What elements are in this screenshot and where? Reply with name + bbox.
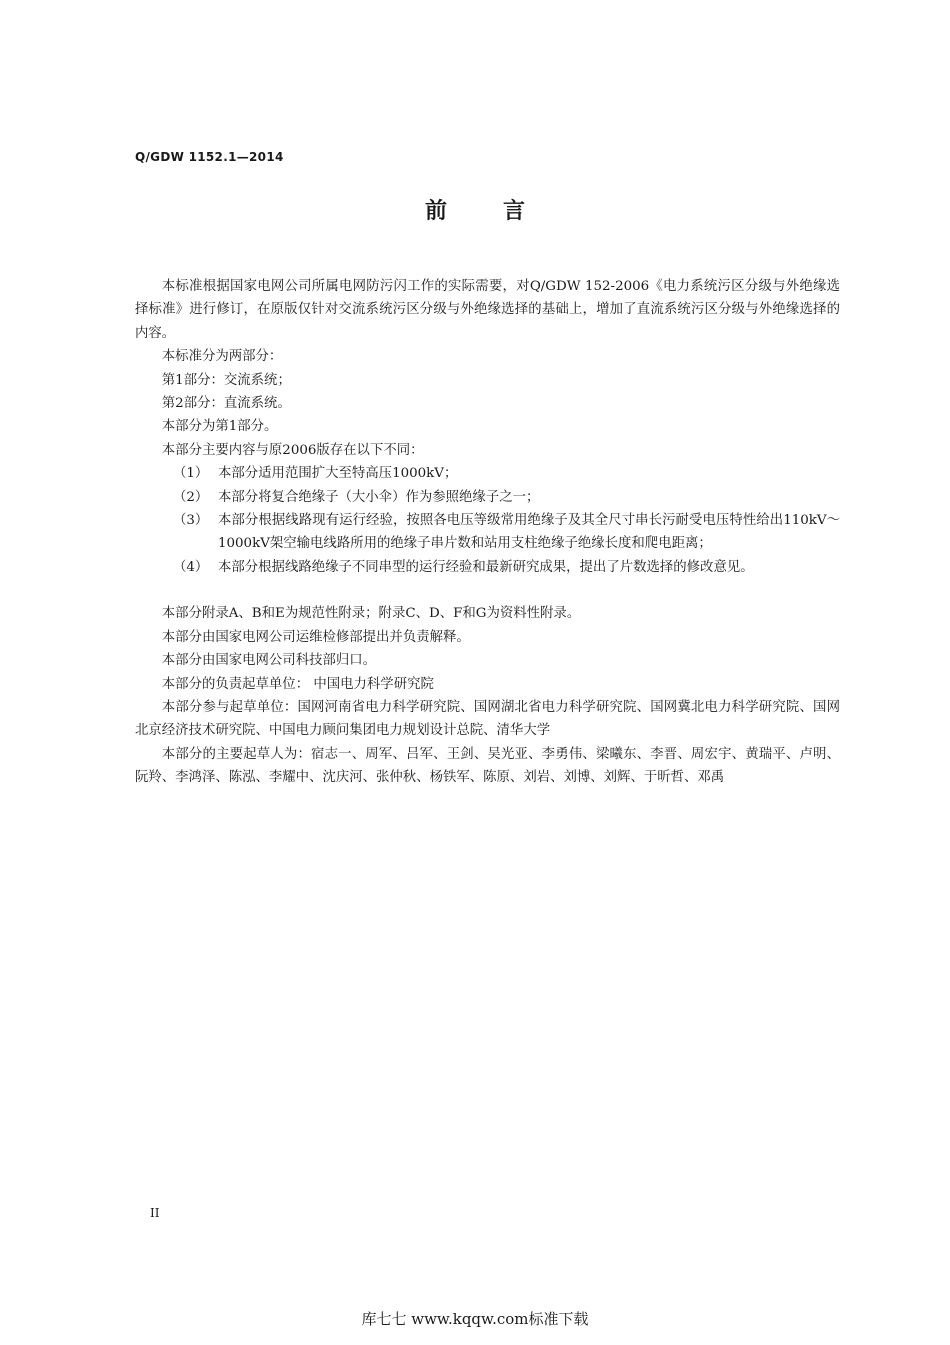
difference-text: 本部分根据线路绝缘子不同串型的运行经验和最新研究成果，提出了片数选择的修改意见。 [218, 559, 754, 575]
part-1-line: 第1部分：交流系统； [161, 372, 291, 388]
document-body [135, 275, 840, 790]
difference-text: 本部分将复合绝缘子（大小伞）作为参照绝缘子之一； [218, 489, 540, 505]
page-title: 前言 [424, 199, 581, 224]
document-code: Q/GDW 1152.1—2014 [135, 150, 284, 164]
difference-number: （2） [173, 489, 209, 505]
lead-drafter-unit: 本部分的负责起草单位： 中国电力科学研究院 [161, 676, 434, 692]
this-part-line: 本部分为第1部分。 [161, 419, 278, 435]
difference-item-2 [135, 486, 840, 509]
difference-number: （1） [173, 466, 209, 482]
participating-units: 本部分参与起草单位：国网河南省电力科学研究院、国网湖北省电力科学研究院、国网冀北电力科学研究院、国网北京经济技术研究院、中国电力顾问集团电力规划设计总院、清华大学 [135, 699, 840, 739]
difference-text: 本部分根据线路现有运行经验，按照各电压等级常用绝缘子及其全尺寸串长污耐受电压特性给出110kV～1000kV架空输电线路所用的绝缘子串片数和站用支柱绝缘子绝缘长度和爬电距离； [218, 513, 840, 552]
administrator-note: 本部分由国家电网公司科技部归口。 [161, 653, 377, 669]
page-number: II [150, 1206, 160, 1220]
part-2-line: 第2部分：直流系统。 [161, 396, 291, 412]
difference-text: 本部分适用范围扩大至特高压1000kV； [218, 466, 458, 482]
difference-item-1 [135, 462, 840, 485]
parts-intro: 本标准分为两部分： [161, 349, 283, 365]
differences-intro: 本部分主要内容与原2006版存在以下不同： [161, 442, 424, 458]
difference-item-3 [135, 509, 840, 556]
appendix-note: 本部分附录A、B和E为规范性附录；附录C、D、F和G为资料性附录。 [161, 606, 581, 622]
difference-number: （4） [173, 559, 209, 575]
spacer [135, 579, 840, 602]
difference-number: （3） [173, 513, 209, 529]
main-drafters: 本部分的主要起草人为：宿志一、周军、吕军、王剑、吴光亚、李勇伟、梁曦东、李晋、周宏宇、黄瑞平、卢明、阮羚、李鸿泽、陈泓、李耀中、沈庆河、张仲秋、杨铁军、陈原、刘岩、刘博、刘辉、于昕哲、邓禹 [135, 746, 840, 786]
intro-paragraph: 本标准根据国家电网公司所属电网防污闪工作的实际需要，对Q/GDW 152-2006《电力系统污区分级与外绝缘选择标准》进行修订，在原版仅针对交流系统污区分级与外绝缘选择的基础上，增加了直流系统污区分级与外绝缘选择的内容。 [135, 279, 840, 341]
proposer-note: 本部分由国家电网公司运维检修部提出并负责解释。 [161, 629, 470, 645]
footer-watermark: 库七七 www.kqqw.com标准下载 [361, 1310, 589, 1328]
difference-item-4 [135, 556, 840, 579]
